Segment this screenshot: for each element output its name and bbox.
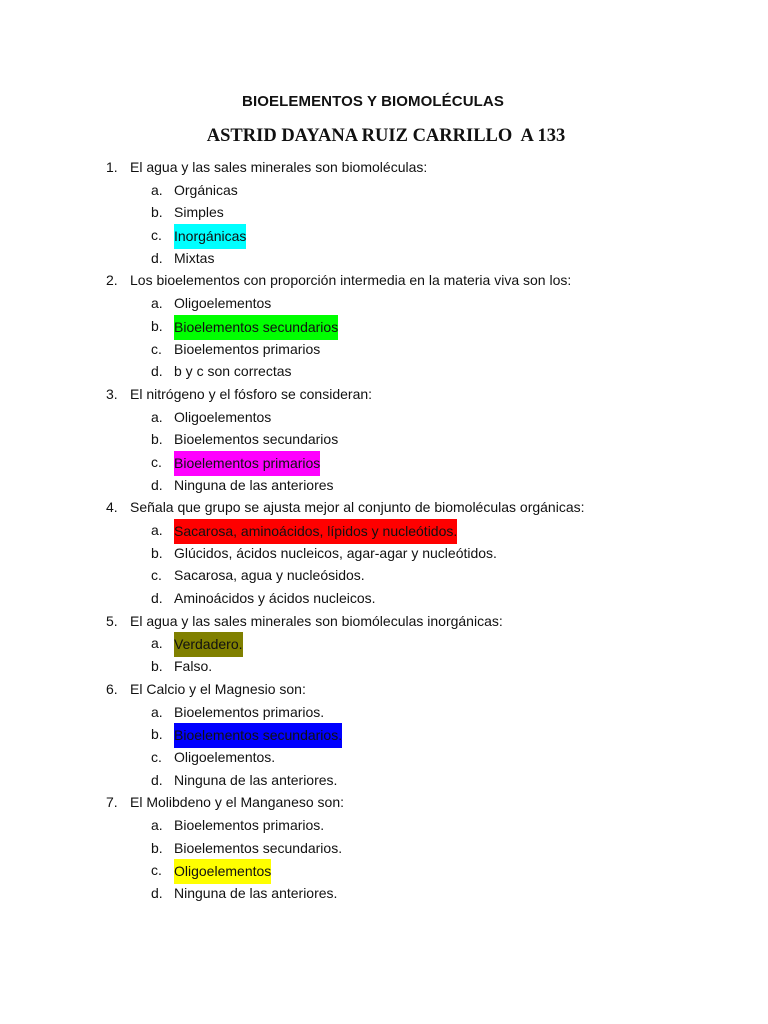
option-letter: a. [151, 816, 163, 833]
question-number: 6. [106, 680, 118, 697]
question-text: El agua y las sales minerales son biomóleculas inorgánicas: [130, 612, 503, 629]
option-letter: a. [151, 408, 163, 425]
option-2-d [0, 360, 768, 383]
option-letter: b. [151, 726, 163, 743]
option-text: Oligoelementos [174, 408, 272, 425]
option-text: Bioelementos primarios [174, 340, 321, 357]
option-letter: c. [151, 748, 162, 765]
question-7 [0, 791, 768, 814]
option-2-b [0, 315, 768, 338]
option-letter: a. [151, 703, 163, 720]
option-3-d [0, 474, 768, 497]
option-6-c [0, 746, 768, 769]
document-title: BIOELEMENTOS Y BIOMOLÉCULAS [242, 93, 504, 110]
question-number: 5. [106, 612, 118, 629]
question-number: 4. [106, 499, 118, 516]
option-4-b [0, 542, 768, 565]
question-number: 1. [106, 159, 118, 175]
highlighted-answer: Inorgánicas [174, 224, 246, 249]
option-letter: c. [151, 340, 162, 357]
option-letter: d. [151, 771, 163, 788]
option-text: Ninguna de las anteriores. [174, 885, 338, 901]
question-text: Los bioelementos con proporción intermedia en la materia viva son los: [130, 272, 572, 289]
option-text: Bioelementos secundarios [174, 431, 339, 448]
option-text: Ninguna de las anteriores. [174, 771, 338, 788]
option-text: Falso. [174, 658, 213, 675]
option-5-a [0, 632, 768, 655]
author-line: ASTRID DAYANA RUIZ CARRILLO A 133 [206, 126, 566, 146]
question-5 [0, 610, 768, 633]
highlighted-answer: Bioelementos secundarios. [174, 723, 342, 748]
option-letter: d. [151, 885, 163, 901]
option-letter: b. [151, 544, 163, 561]
highlighted-answer: Verdadero. [174, 632, 243, 657]
option-letter: b. [151, 658, 163, 675]
option-6-d [0, 769, 768, 792]
question-text: Señala que grupo se ajusta mejor al conjunto de biomoléculas orgánicas: [130, 499, 585, 516]
question-number: 3. [106, 385, 118, 402]
question-6 [0, 678, 768, 701]
option-letter: d. [151, 476, 163, 493]
option-letter: b. [151, 317, 163, 334]
option-1-c [0, 224, 768, 247]
option-letter: a. [151, 522, 163, 538]
option-4-c [0, 564, 768, 587]
option-2-a [0, 292, 768, 315]
option-text: Oligoelementos [174, 295, 272, 312]
option-text: Ninguna de las anteriores [174, 476, 334, 493]
option-7-a [0, 814, 768, 837]
option-text: Bioelementos secundarios. [174, 839, 343, 856]
option-7-d [0, 882, 768, 905]
option-1-b [0, 201, 768, 224]
highlighted-answer: Sacarosa, aminoácidos, lípidos y nucleótidos. [174, 519, 457, 544]
option-text: Bioelementos primarios. [174, 703, 325, 720]
option-letter: c. [151, 453, 162, 470]
option-text: Simples [174, 204, 224, 221]
option-letter: b. [151, 431, 163, 448]
question-text: El agua y las sales minerales son biomoléculas: [130, 159, 428, 175]
option-6-a [0, 701, 768, 724]
highlighted-answer: Bioelementos secundarios [174, 315, 338, 340]
option-text: Sacarosa, agua y nucleósidos. [174, 567, 365, 584]
option-4-d [0, 587, 768, 610]
option-text: Oligoelementos. [174, 748, 276, 765]
option-letter: a. [151, 635, 163, 652]
option-6-b [0, 723, 768, 746]
option-text: Aminoácidos y ácidos nucleicos. [174, 590, 376, 607]
option-2-c [0, 338, 768, 361]
option-text: Bioelementos primarios. [174, 816, 325, 833]
option-5-b [0, 655, 768, 678]
question-number: 2. [106, 272, 118, 289]
question-list [0, 156, 768, 905]
option-1-a [0, 179, 768, 202]
option-text: Mixtas [174, 249, 215, 266]
option-3-a [0, 406, 768, 429]
question-2 [0, 269, 768, 292]
option-letter: d. [151, 363, 163, 380]
option-7-c [0, 859, 768, 882]
option-letter: b. [151, 839, 163, 856]
option-letter: c. [151, 567, 162, 584]
option-letter: a. [151, 181, 163, 198]
question-text: El nitrógeno y el fósforo se consideran: [130, 385, 373, 402]
option-letter: c. [151, 862, 162, 879]
option-text: Orgánicas [174, 181, 238, 198]
option-letter: a. [151, 295, 163, 312]
option-3-c [0, 451, 768, 474]
question-text: El Molibdeno y el Manganeso son: [130, 794, 345, 811]
question-3 [0, 383, 768, 406]
option-text: Glúcidos, ácidos nucleicos, agar-agar y nucleótidos. [174, 544, 497, 561]
highlighted-answer: Bioelementos primarios [174, 451, 320, 476]
highlighted-answer: Oligoelementos [174, 859, 271, 884]
option-letter: b. [151, 204, 163, 221]
question-text: El Calcio y el Magnesio son: [130, 680, 306, 697]
option-3-b [0, 428, 768, 451]
option-letter: d. [151, 590, 163, 607]
option-4-a [0, 519, 768, 542]
option-7-b [0, 837, 768, 860]
question-number: 7. [106, 794, 118, 811]
option-1-d [0, 247, 768, 270]
question-1 [0, 156, 768, 179]
option-letter: c. [151, 227, 162, 244]
option-text: b y c son correctas [174, 363, 292, 380]
question-4 [0, 496, 768, 519]
option-letter: d. [151, 249, 163, 266]
